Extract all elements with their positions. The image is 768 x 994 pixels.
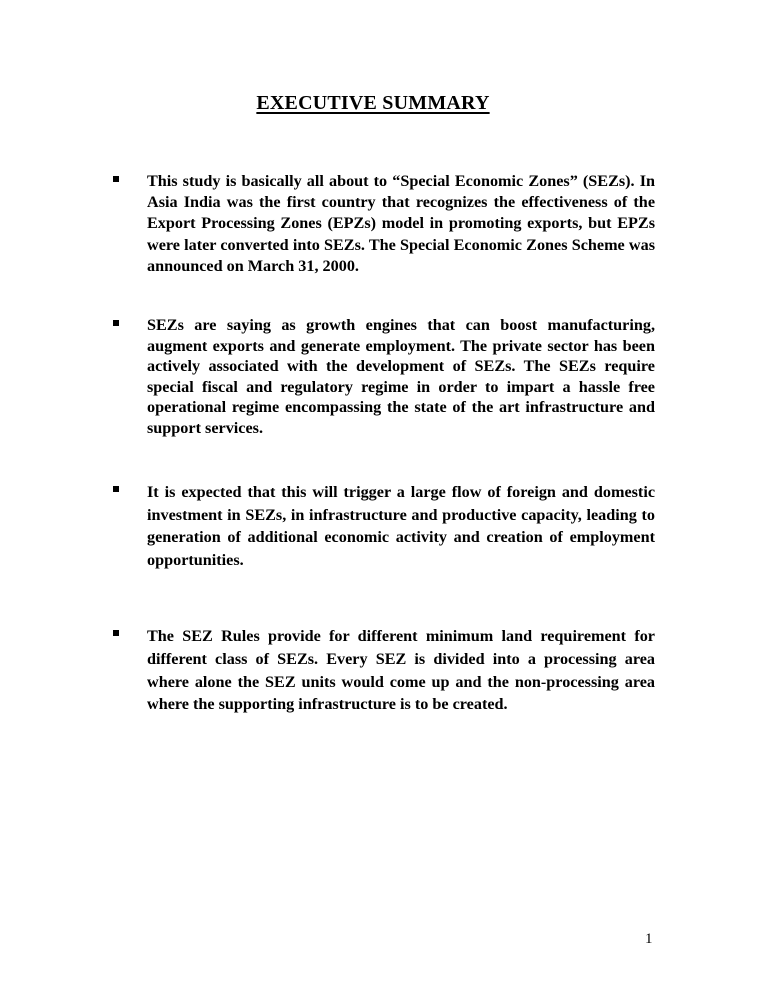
square-bullet-icon <box>113 486 119 492</box>
page-number: 1 <box>645 931 653 947</box>
bullet-text: SEZs are saying as growth engines that can boost manufacturing, augment exports and generate employment. The private sector has been actively associated with the development of SEZs. The SEZs require special fiscal and regulatory regime in order to impart a hassle free operational regime encompassing the state of the art infrastructure and support services. <box>147 316 655 437</box>
square-bullet-icon <box>113 630 119 636</box>
page-title: EXECUTIVE SUMMARY <box>256 92 490 114</box>
square-bullet-icon <box>113 176 119 182</box>
bullet-text: This study is basically all about to “Special Economic Zones” (SEZs). In Asia India was the first country that recognizes the effectiveness of the Export Processing Zones (EPZs) model in promoting exports, but EPZs were later converted into SEZs. The Special Economic Zones Scheme was announced on March 31, 2000. <box>147 172 655 275</box>
bullet-text: It is expected that this will trigger a large flow of foreign and domestic investment in SEZs, in infrastructure and productive capacity, leading to generation of additional economic activity and creation of employment opportunities. <box>147 483 655 569</box>
square-bullet-icon <box>113 320 119 326</box>
bullet-text: The SEZ Rules provide for different minimum land requirement for different class of SEZs. Every SEZ is divided into a processing area where alone the SEZ units would come up and the non-processing area where the supporting infrastructure is to be created. <box>147 627 655 714</box>
